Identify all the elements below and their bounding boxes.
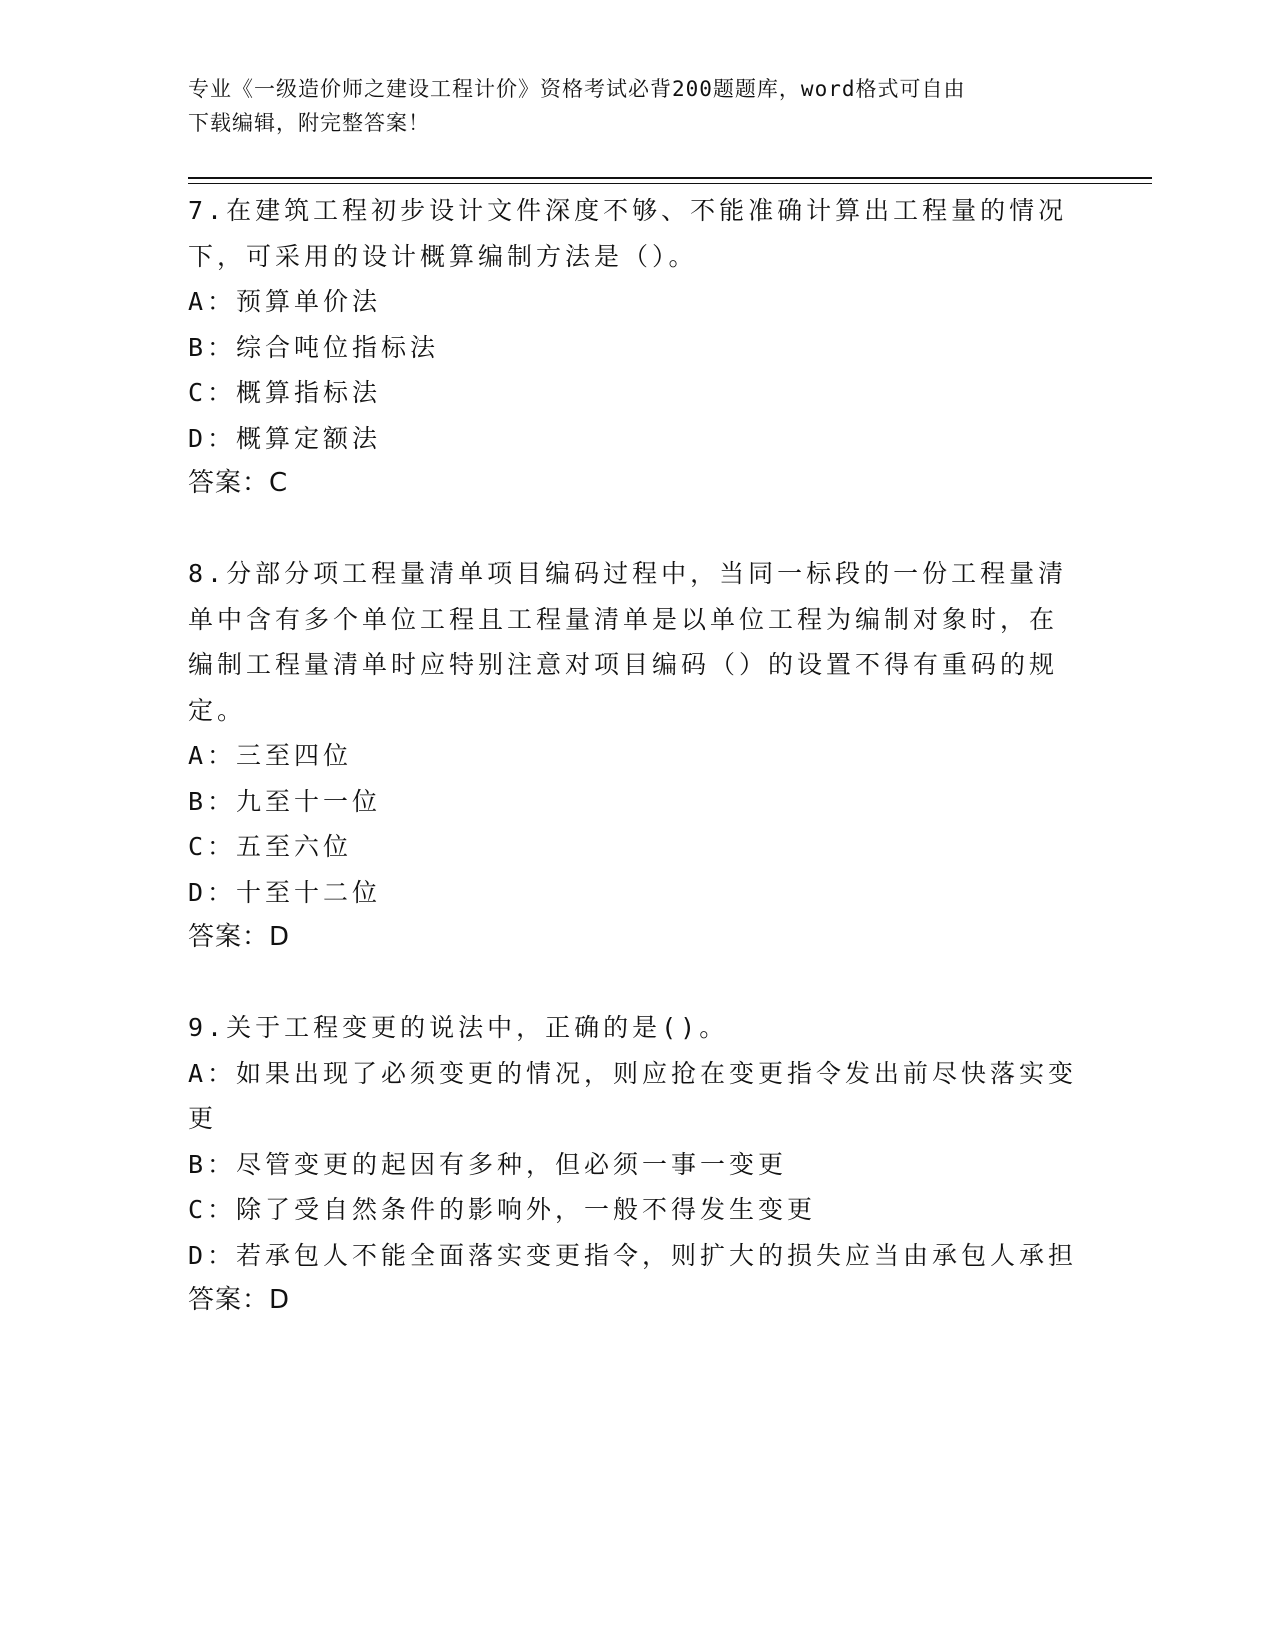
option-d: D：十至十二位 bbox=[188, 877, 382, 907]
option-c: C：五至六位 bbox=[188, 832, 353, 861]
question-stem-line: 定。 bbox=[188, 695, 247, 725]
question-9 bbox=[188, 1005, 1078, 1324]
question-stem-line: 编制工程量清单时应特别注意对项目编码（）的设置不得有重码的规 bbox=[188, 650, 1059, 679]
question-stem-line: 下，可采用的设计概算编制方法是（）。 bbox=[188, 241, 698, 271]
header-divider-thick bbox=[188, 177, 1152, 179]
question-7 bbox=[188, 188, 1078, 507]
option-b: B：尽管变更的起因有多种，但必须一事一变更 bbox=[188, 1149, 788, 1179]
option-b: B：综合吨位指标法 bbox=[188, 332, 440, 362]
option-d: D：概算定额法 bbox=[188, 423, 382, 453]
header-divider-thin bbox=[188, 183, 1152, 184]
option-a: A：三至四位 bbox=[188, 741, 353, 770]
answer-line: 答案：D bbox=[188, 1285, 291, 1315]
question-8 bbox=[188, 551, 1078, 961]
option-b: B：九至十一位 bbox=[188, 786, 382, 816]
header-line-2: 下载编辑，附完整答案！ bbox=[188, 111, 430, 135]
question-stem-line: 7.在建筑工程初步设计文件深度不够、不能准确计算出工程量的情况 bbox=[188, 196, 1068, 225]
question-stem-line: 单中含有多个单位工程且工程量清单是以单位工程为编制对象时，在 bbox=[188, 604, 1059, 634]
option-a: A：预算单价法 bbox=[188, 287, 382, 316]
answer-line: 答案：C bbox=[188, 468, 289, 498]
answer-line: 答案：D bbox=[188, 922, 291, 952]
question-stem-line: 9.关于工程变更的说法中，正确的是()。 bbox=[188, 1013, 729, 1042]
option-c: C：除了受自然条件的影响外，一般不得发生变更 bbox=[188, 1195, 817, 1224]
question-stem-line: 8.分部分项工程量清单项目编码过程中，当同一标段的一份工程量清 bbox=[188, 559, 1068, 588]
option-d: D：若承包人不能全面落实变更指令，则扩大的损失应当由承包人承担 bbox=[188, 1240, 1078, 1270]
header-line-1: 专业《一级造价师之建设工程计价》资格考试必背200题题库，word格式可自由 bbox=[188, 77, 966, 101]
option-c: C：概算指标法 bbox=[188, 378, 382, 407]
option-a-continued: 更 bbox=[188, 1104, 218, 1133]
document-header bbox=[188, 72, 1068, 140]
option-a: A：如果出现了必须变更的情况，则应抢在变更指令发出前尽快落实变 bbox=[188, 1058, 1078, 1088]
